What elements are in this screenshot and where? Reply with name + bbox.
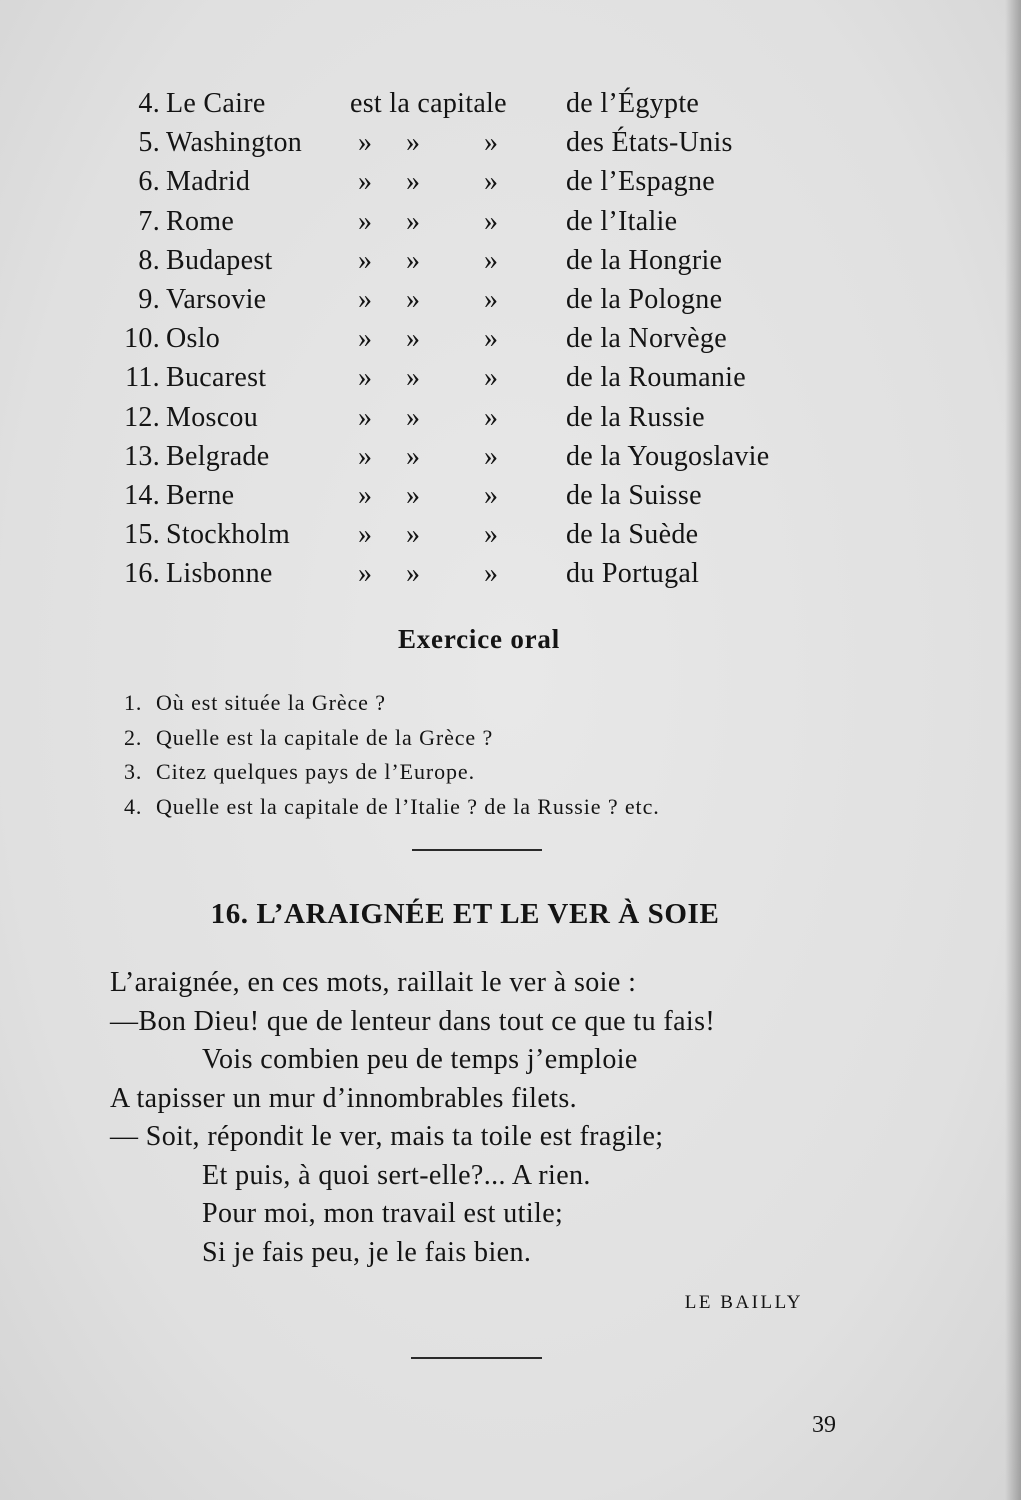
question-text: Quelle est la capitale de l’Italie ? de la Russie ? etc. xyxy=(156,793,660,819)
question-item xyxy=(110,686,850,721)
ditto-mark: » xyxy=(406,323,421,355)
ditto-mark: » xyxy=(358,362,373,394)
city-name: Berne xyxy=(166,479,235,511)
poem-line: Pour moi, mon travail est utile; xyxy=(202,1198,564,1229)
capital-row xyxy=(100,398,860,437)
question-number: 4. xyxy=(124,793,143,819)
city-name: Madrid xyxy=(166,166,251,198)
capital-row xyxy=(100,280,860,319)
city-name: Moscou xyxy=(166,401,259,433)
row-number: 13. xyxy=(124,440,160,472)
city-name: Le Caire xyxy=(166,88,266,119)
ditto-mark: » xyxy=(484,479,499,511)
city-name: Washington xyxy=(166,127,303,159)
poem-title: 16. L’ARAIGNÉE ET LE VER À SOIE xyxy=(210,898,720,930)
ditto-mark: » xyxy=(358,205,373,237)
question-item xyxy=(110,721,850,756)
poem-line: L’araignée, en ces mots, raillait le ver à soie : xyxy=(110,967,637,998)
country-name: de la Suède xyxy=(566,519,699,551)
ditto-mark: » xyxy=(406,519,421,551)
city-name: Oslo xyxy=(166,323,221,355)
ditto-mark: » xyxy=(358,479,373,511)
page-number: 39 xyxy=(812,1412,836,1438)
capital-row xyxy=(100,202,860,241)
row-number: 6. xyxy=(138,166,160,198)
question-text: Où est située la Grèce ? xyxy=(156,690,386,715)
ditto-mark: » xyxy=(484,362,499,394)
question-text: Citez quelques pays de l’Europe. xyxy=(156,759,475,784)
poem-line: Et puis, à quoi sert-elle?... A rien. xyxy=(202,1159,591,1191)
ditto-mark: » xyxy=(484,166,499,198)
ditto-mark: » xyxy=(358,440,373,472)
country-name: du Portugal xyxy=(566,558,700,590)
poem-body xyxy=(110,964,870,1272)
capital-phrase: est la capitale xyxy=(350,88,507,119)
ditto-mark: » xyxy=(406,244,421,276)
capital-row xyxy=(100,358,860,397)
question-item xyxy=(110,755,850,790)
row-number: 9. xyxy=(138,283,160,315)
poem-line: Si je fais peu, je le fais bien. xyxy=(202,1236,532,1268)
end-divider xyxy=(411,1357,542,1359)
question-number: 3. xyxy=(124,759,143,784)
capitals-rows xyxy=(100,123,860,593)
row-number: 10. xyxy=(124,323,160,355)
country-name: de la Suisse xyxy=(566,479,702,511)
question-text: Quelle est la capitale de la Grèce ? xyxy=(156,724,494,750)
country-name: de l’Italie xyxy=(566,205,678,237)
row-number: 7. xyxy=(138,205,160,237)
question-number: 2. xyxy=(124,724,143,750)
question-item xyxy=(110,790,850,825)
ditto-mark: » xyxy=(484,401,499,433)
city-name: Rome xyxy=(166,205,235,237)
row-number: 5. xyxy=(138,127,160,159)
country-name: de l’Égypte xyxy=(566,88,700,119)
poem-line: A tapisser un mur d’innombrables filets. xyxy=(110,1082,578,1114)
country-name: de la Yougoslavie xyxy=(566,440,770,472)
section-divider xyxy=(412,849,542,851)
city-name: Bucarest xyxy=(166,362,267,394)
page-edge-shadow xyxy=(1005,0,1021,1500)
row-number: 16. xyxy=(124,558,160,590)
row-number: 14. xyxy=(124,479,160,511)
ditto-mark: » xyxy=(406,362,421,394)
ditto-mark: » xyxy=(406,205,421,237)
ditto-mark: » xyxy=(406,401,421,433)
row-number: 4. xyxy=(138,88,160,119)
poem-line: —Bon Dieu! que de lenteur dans tout ce que tu fais! xyxy=(110,1005,716,1037)
city-name: Belgrade xyxy=(166,440,270,472)
country-name: de la Pologne xyxy=(566,283,723,315)
ditto-mark: » xyxy=(484,283,499,315)
country-name: de l’Espagne xyxy=(566,166,715,198)
row-number: 12. xyxy=(124,401,160,433)
ditto-mark: » xyxy=(358,166,373,198)
ditto-mark: » xyxy=(358,558,373,590)
capitals-list xyxy=(100,84,860,593)
poem-author: LE BAILLY xyxy=(684,1292,803,1313)
exercise-questions xyxy=(110,686,850,824)
ditto-mark: » xyxy=(484,323,499,355)
capital-row xyxy=(100,437,860,476)
row-number: 11. xyxy=(125,362,160,394)
row-number: 8. xyxy=(138,244,160,276)
capital-row xyxy=(100,319,860,358)
ditto-mark: » xyxy=(406,283,421,315)
ditto-mark: » xyxy=(406,166,421,198)
ditto-mark: » xyxy=(406,127,421,159)
country-name: de la Russie xyxy=(566,401,705,433)
capitals-header-row xyxy=(100,84,860,123)
row-number: 15. xyxy=(124,519,160,551)
capital-row xyxy=(100,123,860,162)
capital-row xyxy=(100,162,860,201)
ditto-mark: » xyxy=(358,323,373,355)
capital-row xyxy=(100,241,860,280)
ditto-mark: » xyxy=(484,127,499,159)
poem-line: — Soit, répondit le ver, mais ta toile est fragile; xyxy=(110,1121,664,1152)
city-name: Stockholm xyxy=(166,519,291,551)
ditto-mark: » xyxy=(358,127,373,159)
poem-line: Vois combien peu de temps j’emploie xyxy=(202,1044,638,1075)
country-name: de la Roumanie xyxy=(566,362,746,394)
capital-row xyxy=(100,515,860,554)
ditto-mark: » xyxy=(358,401,373,433)
ditto-mark: » xyxy=(406,479,421,511)
country-name: de la Hongrie xyxy=(566,244,723,276)
ditto-mark: » xyxy=(406,440,421,472)
city-name: Varsovie xyxy=(166,283,267,315)
ditto-mark: » xyxy=(358,244,373,276)
country-name: des États-Unis xyxy=(566,127,733,159)
city-name: Budapest xyxy=(166,244,273,276)
ditto-mark: » xyxy=(406,558,421,590)
capital-row xyxy=(100,554,860,593)
ditto-mark: » xyxy=(358,283,373,315)
ditto-mark: » xyxy=(484,244,499,276)
ditto-mark: » xyxy=(484,519,499,551)
ditto-mark: » xyxy=(358,519,373,551)
exercise-title: Exercice oral xyxy=(397,624,561,654)
country-name: de la Norvège xyxy=(566,323,727,355)
capital-row xyxy=(100,476,860,515)
ditto-mark: » xyxy=(484,440,499,472)
ditto-mark: » xyxy=(484,558,499,590)
city-name: Lisbonne xyxy=(166,558,273,590)
ditto-mark: » xyxy=(484,205,499,237)
question-number: 1. xyxy=(124,690,143,715)
